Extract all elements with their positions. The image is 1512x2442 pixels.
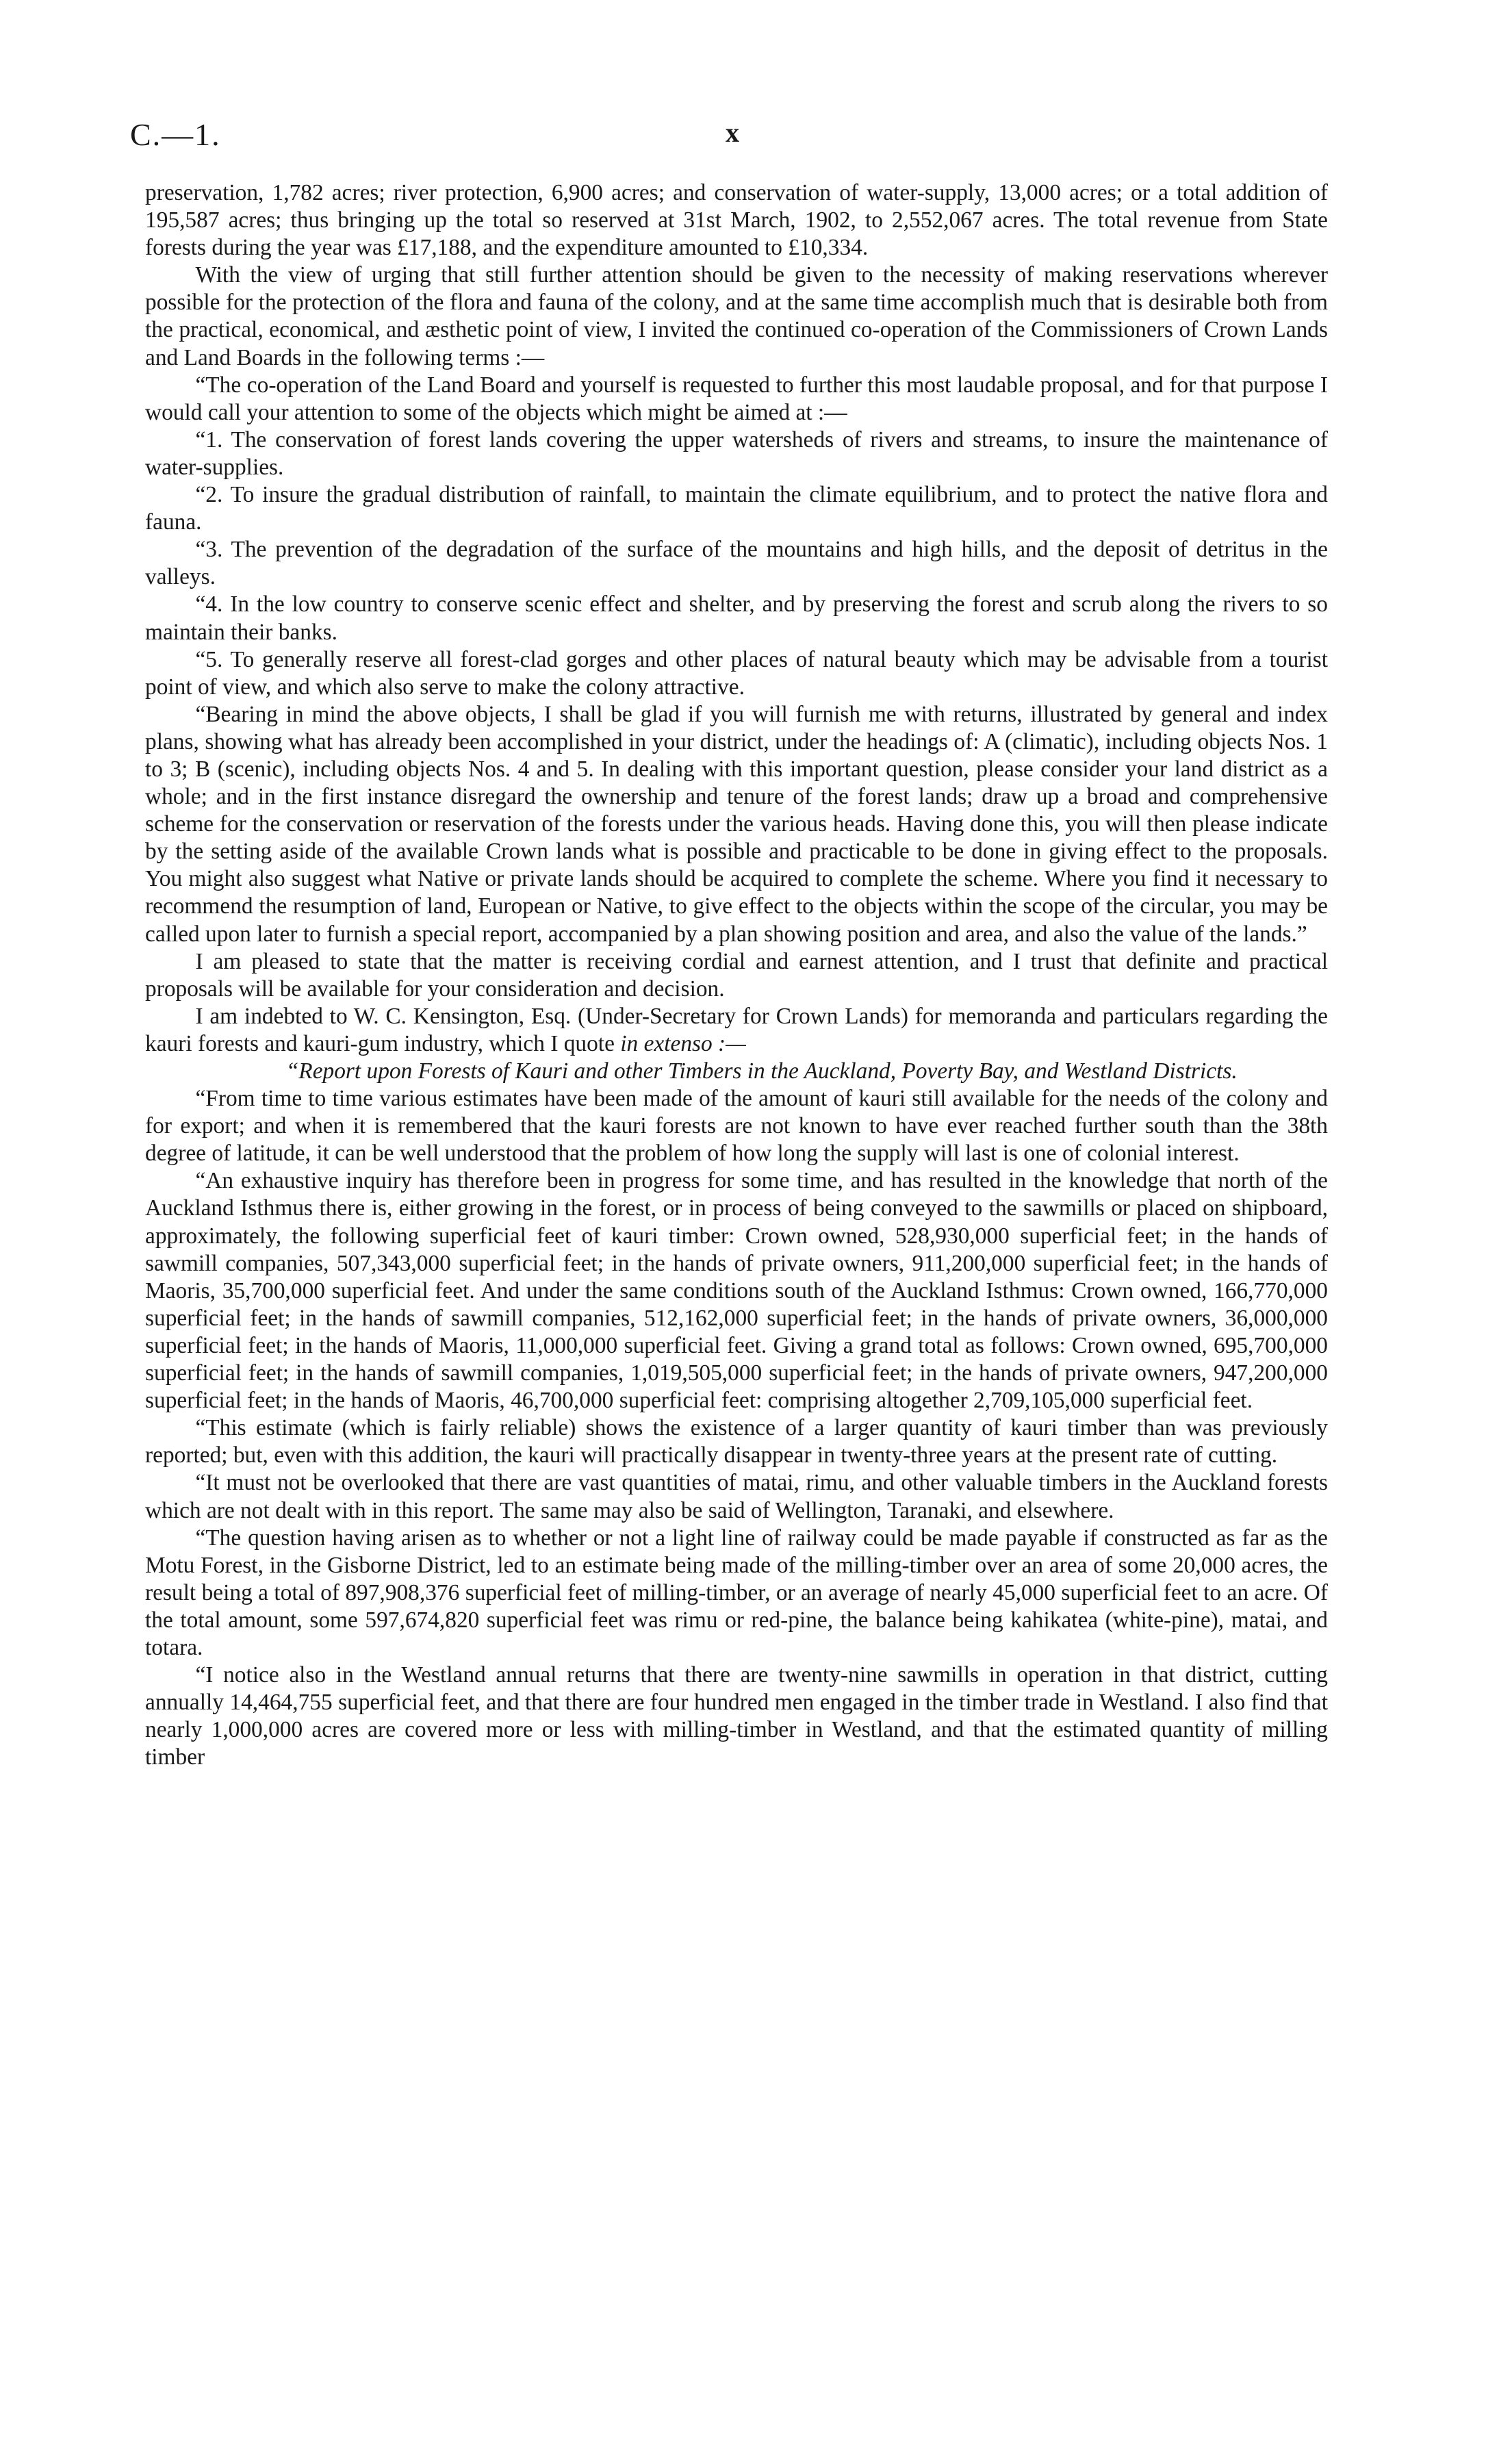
- document-body: [145, 179, 1328, 1771]
- page-header: [130, 116, 1335, 157]
- paragraph-object-2: “2. To insure the gradual distribution of rainfall, to maintain the climate equilibrium, and to protect the native flora and fauna.: [145, 482, 1328, 535]
- paragraph-object-4: “4. In the low country to conserve scenic effect and shelter, and by preserving the forest and scrub along the rivers to so maintain their banks.: [145, 592, 1328, 645]
- paragraph-kensington-text: I am indebted to W. C. Kensington, Esq. (Under-Secretary for Crown Lands) for memoranda and particulars regarding the kauri forests and kauri-gum industry, which I quote: [145, 1003, 1328, 1056]
- document-reference: C.—1.: [130, 117, 221, 152]
- paragraph-object-5: “5. To generally reserve all forest-clad gorges and other places of natural beauty which may be advisable from a tourist point of view, and which also serve to make the colony attractive.: [145, 646, 1328, 700]
- paragraph-kensington: [145, 1003, 1328, 1058]
- paragraph-other-timbers: “It must not be overlooked that there are vast quantities of matai, rimu, and other valuable timbers in the Auckland forests which are not dealt with in this report. The same may also be said of Wellington, Taranaki, and elsewhere.: [145, 1470, 1328, 1523]
- paragraph-cordial-attention: I am pleased to state that the matter is receiving cordial and earnest attention, and I trust that definite and practical proposals will be available for your consideration and decision.: [145, 948, 1328, 1002]
- paragraph-invitation: With the view of urging that still further attention should be given to the necessity of making reservations wherever possible for the protection of the flora and fauna of the colony, and at the same time accomplish much that is desirable both from the practical, economical, and æsthetic point of view, I invited the continued co-operation of the Commissioners of Crown Lands and Land Boards in the following terms :—: [145, 262, 1328, 370]
- paragraph-estimates: “From time to time various estimates have been made of the amount of kauri still available for the needs of the colony and for export; and when it is remembered that the kauri forests are not known to have ever reached further south than the 38th degree of latitude, it can be well understood that the problem of how long the supply will last is one of colonial interest.: [145, 1086, 1328, 1167]
- paragraph-estimate-reliability: “This estimate (which is fairly reliable) shows the existence of a larger quantity of kauri timber than was previously reported; but, even with this addition, the kauri will practically disappear in twenty-three years at the present rate of cutting.: [145, 1415, 1328, 1468]
- paragraph-continuation: preservation, 1,782 acres; river protection, 6,900 acres; and conservation of water-supply, 13,000 acres; or a total addition of 195,587 acres; thus bringing up the total so reserved at 31st March, 1902, to 2,552,067 acres. The total revenue from State forests during the year was £17,188, and the expenditure amounted to £10,334.: [145, 180, 1328, 261]
- paragraph-inquiry: “An exhaustive inquiry has therefore been in progress for some time, and has resulted in the knowledge that north of the Auckland Isthmus there is, either growing in the forest, or in process of being conveyed to the sawmills or placed on shipboard, approximately, the following superficial feet of kauri timber: Crown owned, 528,930,000 superficial feet; in the hands of sawmill companies, 507,343,000 superficial feet; in the hands of private owners, 911,200,000 superficial feet; in the hands of Maoris, 35,700,000 superficial feet. And under the same conditions south of the Auckland Isthmus: Crown owned, 166,770,000 superficial feet; in the hands of sawmill companies, 512,162,000 superficial feet; in the hands of private owners, 36,000,000 superficial feet; in the hands of Maoris, 11,000,000 superficial feet. Giving a grand total as follows: Crown owned, 695,700,000 superficial feet; in the hands of sawmill companies, 1,019,505,000 superficial feet; in the hands of private owners, 947,200,000 superficial feet; in the hands of Maoris, 46,700,000 superficial feet: comprising altogether 2,709,105,000 superficial feet.: [145, 1168, 1328, 1414]
- paragraph-kensington-italic: in extenso :—: [620, 1030, 746, 1056]
- paragraph-returns-request: “Bearing in mind the above objects, I shall be glad if you will furnish me with returns, illustrated by general and index plans, showing what has already been accomplished in your district, under the headings of: A (climatic), including objects Nos. 1 to 3; B (scenic), including objects Nos. 4 and 5. In dealing with this important question, please consider your land district as a whole; and in the first instance disregard the ownership and tenure of the forest lands; draw up a broad and comprehensive scheme for the conservation or reservation of the forests under the various heads. Having done this, you will then please indicate by the setting aside of the available Crown lands what is possible and practicable to be done in giving effect to the proposals. You might also suggest what Native or private lands should be acquired to complete the scheme. Where you find it necessary to recommend the resumption of land, European or Native, to give effect to the objects within the scope of the circular, you may be called upon later to furnish a special report, accompanied by a plan showing position and area, and also the value of the lands.”: [145, 701, 1328, 947]
- paragraph-westland: “I notice also in the Westland annual returns that there are twenty-nine sawmills in operation in that district, cutting annually 14,464,755 superficial feet, and that there are four hundred men engaged in the timber trade in Westland. I also find that nearly 1,000,000 acres are covered more or less with milling-timber in Westland, and that the estimated quantity of milling timber: [145, 1662, 1328, 1770]
- paragraph-circular-intro: “The co-operation of the Land Board and yourself is requested to further this most laudable proposal, and for that purpose I would call your attention to some of the objects which might be aimed at :—: [145, 372, 1328, 425]
- paragraph-motu-forest: “The question having arisen as to whether or not a light line of railway could be made payable if constructed as far as the Motu Forest, in the Gisborne District, led to an estimate being made of the milling-timber over an area of some 20,000 acres, the result being a total of 897,908,376 superficial feet of milling-timber, or an average of nearly 45,000 superficial feet to an acre. Of the total amount, some 597,674,820 superficial feet was rimu or red-pine, the balance being kahikatea (white-pine), matai, and totara.: [145, 1525, 1328, 1660]
- report-title: “Report upon Forests of Kauri and other Timbers in the Auckland, Poverty Bay, and Westland Districts.: [285, 1058, 1238, 1084]
- paragraph-object-1: “1. The conservation of forest lands covering the upper watersheds of rivers and streams, to insure the maintenance of water-supplies.: [145, 427, 1328, 480]
- paragraph-object-3: “3. The prevention of the degradation of the surface of the mountains and high hills, and the deposit of detritus in the valleys.: [145, 537, 1328, 590]
- page-number: x: [726, 117, 739, 148]
